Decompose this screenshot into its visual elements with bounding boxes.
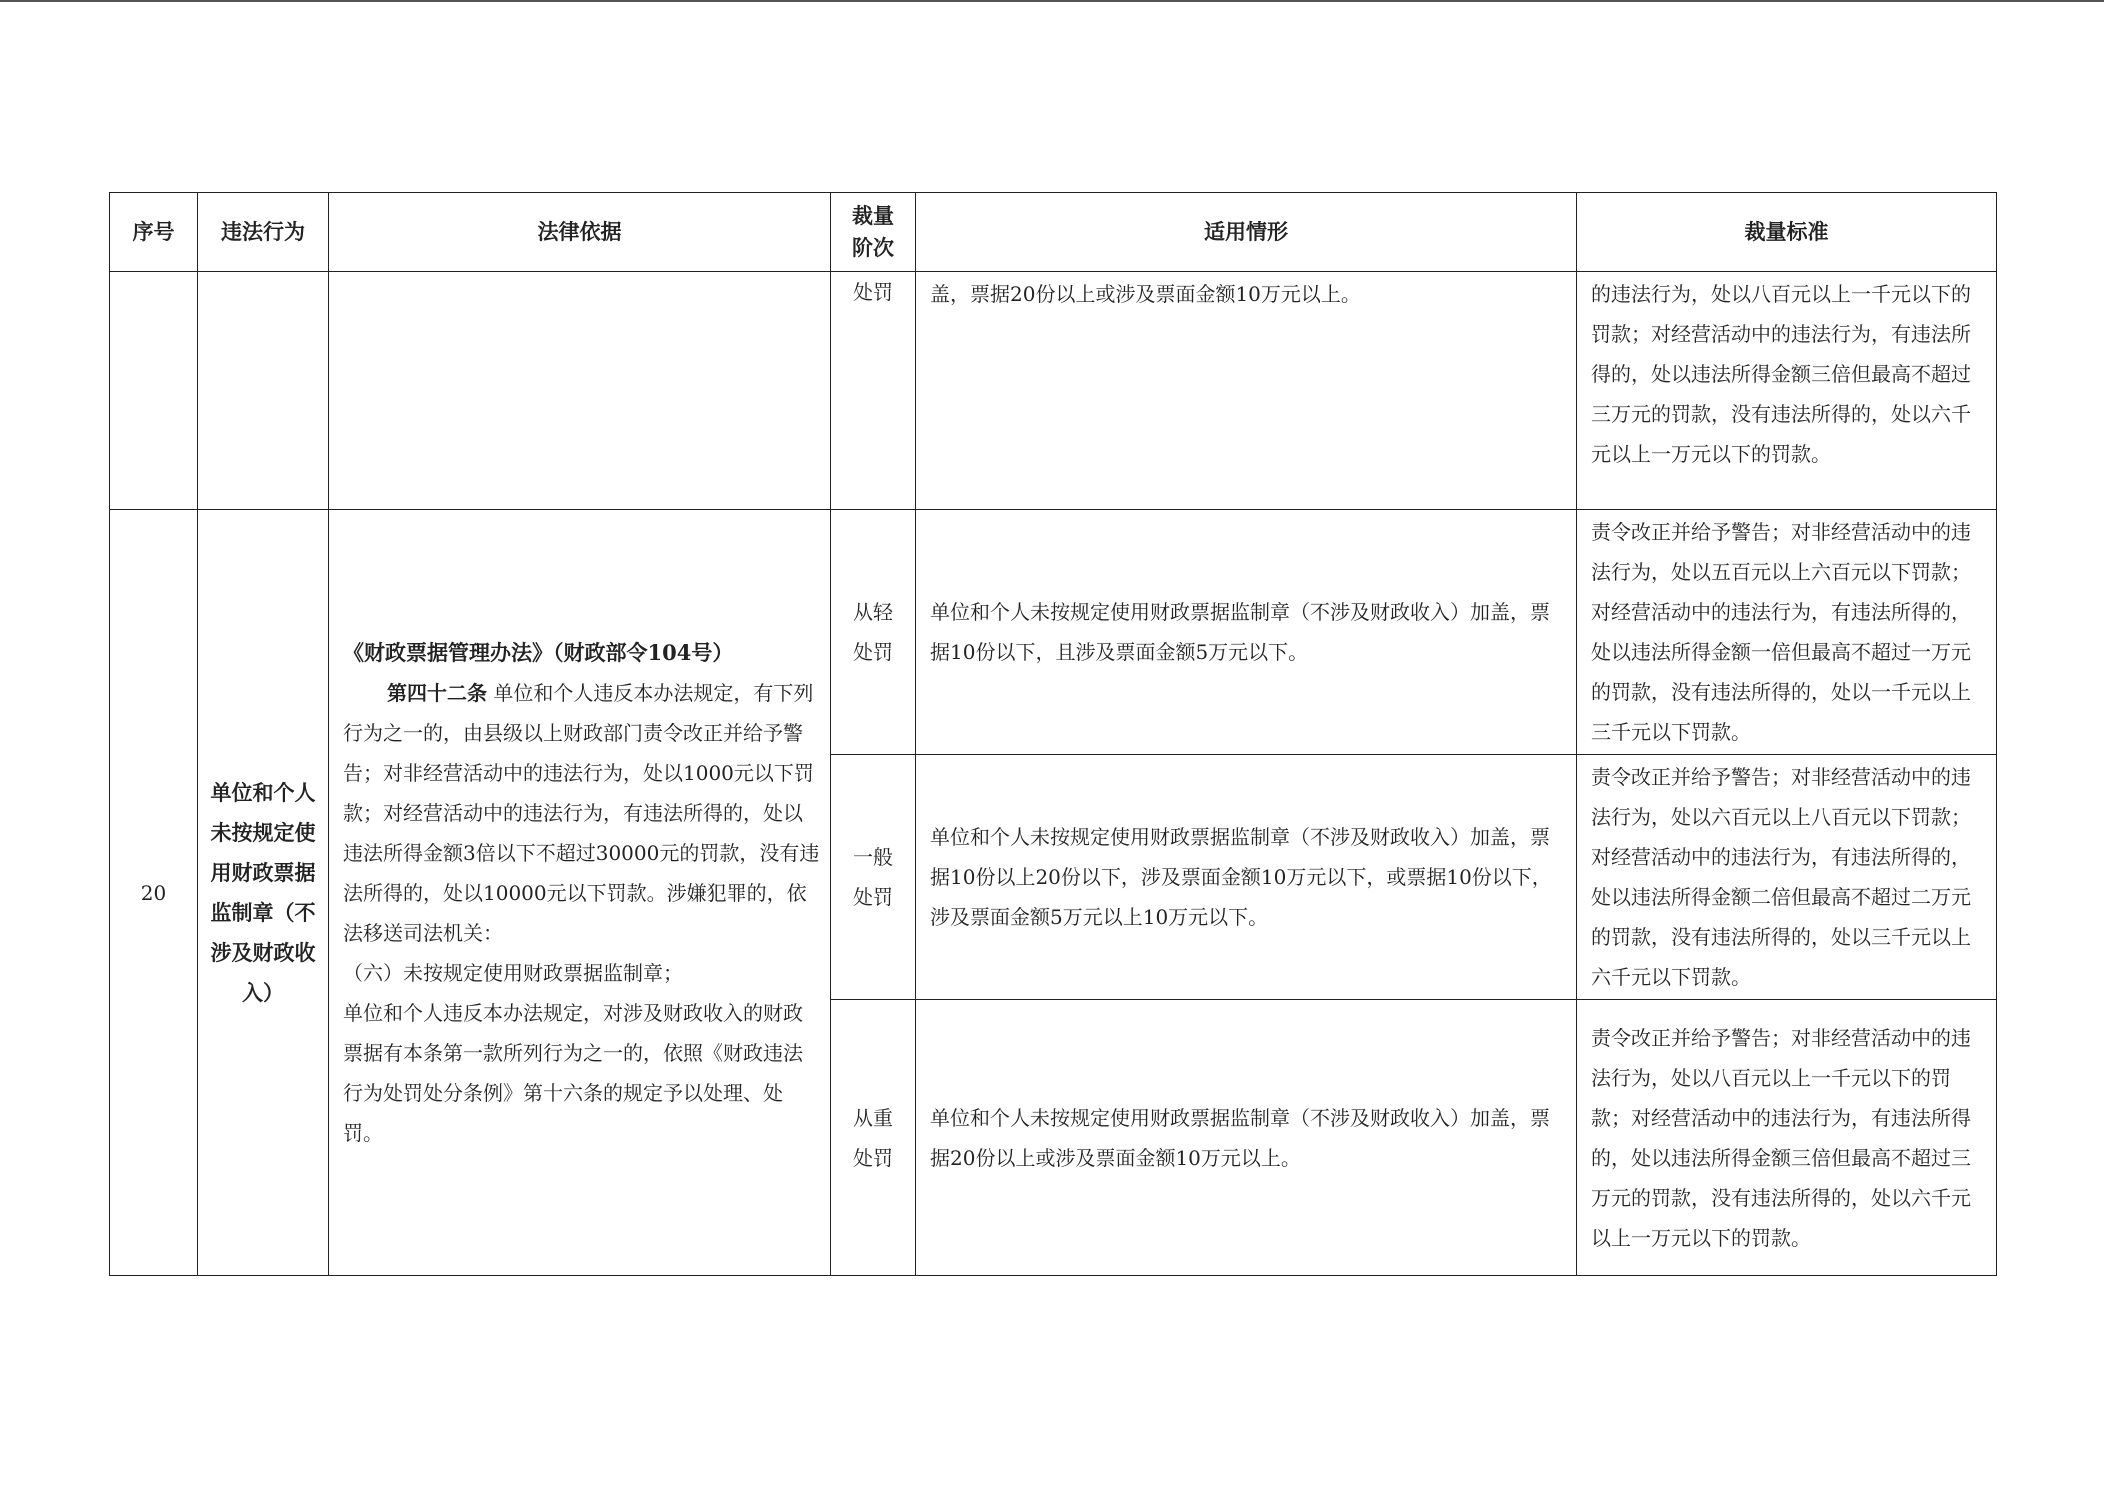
level-general-line2: 处罚 — [853, 885, 893, 909]
row20-legal-basis — [329, 510, 831, 1276]
table-row-continued — [110, 272, 1997, 510]
continued-level: 处罚 — [853, 280, 893, 304]
row20-seq: 20 — [110, 510, 198, 1276]
header-level-line2: 阶次 — [852, 235, 894, 260]
level-heavy-line1: 从重 — [853, 1105, 893, 1130]
row20-behavior: 单位和个人未按规定使用财政票据监制章（不涉及财政收入） — [198, 510, 329, 1276]
header-standard: 裁量标准 — [1577, 193, 1997, 272]
law-extra: 单位和个人违反本办法规定，对涉及财政收入的财政票据有本条第一款所列行为之一的，依照《财政违法行为处罚处分条例》第十六条的规定予以处理、处罚。 — [343, 1000, 803, 1145]
level-heavy-line2: 处罚 — [853, 1145, 893, 1170]
header-circumstance: 适用情形 — [916, 193, 1577, 272]
continued-level-cell — [831, 272, 916, 510]
level-heavy — [831, 1000, 916, 1276]
header-level — [831, 193, 916, 272]
circumstance-light: 单位和个人未按规定使用财政票据监制章（不涉及财政收入）加盖，票据10份以下，且涉及票面金额5万元以下。 — [916, 510, 1577, 755]
level-general — [831, 755, 916, 1000]
law-item: （六）未按规定使用财政票据监制章； — [343, 960, 683, 985]
law-article-label: 第四十二条 — [387, 680, 487, 705]
header-behavior: 违法行为 — [198, 193, 329, 272]
continued-behavior-cell — [198, 272, 329, 510]
law-article-text: 单位和个人违反本办法规定，有下列行为之一的，由县级以上财政部门责令改正并给予警告；对非经营活动中的违法行为，处以1000元以下罚款；对经营活动中的违法行为，有违法所得的，处以违法所得金额3倍以下不超过30000元的罚款，没有违法所得的，处以10000元以下罚款。涉嫌犯罪的，依法移送司法机关： — [343, 680, 820, 945]
header-level-line1: 裁量 — [852, 203, 894, 228]
standard-general: 责令改正并给予警告；对非经营活动中的违法行为，处以六百元以上八百元以下罚款；对经营活动中的违法行为，有违法所得的，处以违法所得金额二倍但最高不超过二万元的罚款，没有违法所得的，处以三千元以上六千元以下罚款。 — [1577, 755, 1997, 1000]
law-article — [343, 673, 822, 953]
level-light — [831, 510, 916, 755]
discretion-standard-table — [109, 192, 1997, 1276]
standard-light: 责令改正并给予警告；对非经营活动中的违法行为，处以五百元以上六百元以下罚款；对经营活动中的违法行为，有违法所得的，处以违法所得金额一倍但最高不超过一万元的罚款，没有违法所得的，处以一千元以上三千元以下罚款。 — [1577, 510, 1997, 755]
circumstance-general: 单位和个人未按规定使用财政票据监制章（不涉及财政收入）加盖，票据10份以上20份以下，涉及票面金额10万元以下，或票据10份以下，涉及票面金额5万元以上10万元以下。 — [916, 755, 1577, 1000]
table-header-row — [110, 193, 1997, 272]
header-basis: 法律依据 — [329, 193, 831, 272]
level-general-line1: 一般 — [853, 845, 893, 869]
continued-basis-cell — [329, 272, 831, 510]
table-row-20-light — [110, 510, 1997, 755]
continued-seq-cell — [110, 272, 198, 510]
page-top-border — [0, 0, 2104, 2]
header-seq: 序号 — [110, 193, 198, 272]
level-light-line1: 从轻 — [853, 600, 893, 624]
continued-standard: 的违法行为，处以八百元以上一千元以下的罚款；对经营活动中的违法行为，有违法所得的，处以违法所得金额三倍但最高不超过三万元的罚款，没有违法所得的，处以六千元以上一万元以下的罚款。 — [1577, 272, 1997, 510]
continued-circumstance: 盖，票据20份以上或涉及票面金额10万元以上。 — [916, 272, 1577, 510]
law-title: 《财政票据管理办法》（财政部令104号） — [343, 639, 734, 665]
circumstance-heavy: 单位和个人未按规定使用财政票据监制章（不涉及财政收入）加盖，票据20份以上或涉及票面金额10万元以上。 — [916, 1000, 1577, 1276]
standard-heavy: 责令改正并给予警告；对非经营活动中的违法行为，处以八百元以上一千元以下的罚款；对经营活动中的违法行为，有违法所得的，处以违法所得金额三倍但最高不超过三万元的罚款，没有违法所得的，处以六千元以上一万元以下的罚款。 — [1577, 1000, 1997, 1276]
level-light-line2: 处罚 — [853, 640, 893, 664]
